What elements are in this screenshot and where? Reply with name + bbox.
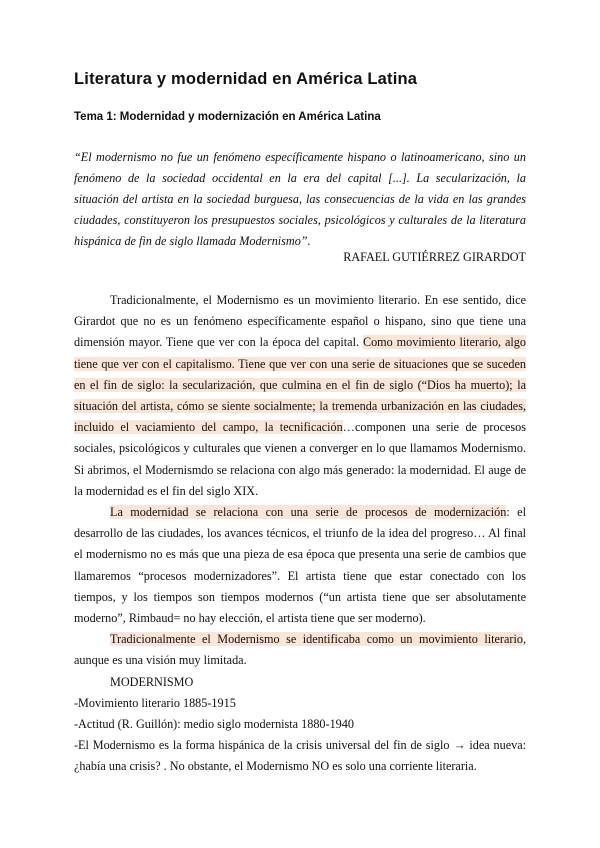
paragraph-1-start: Tradicionalmente, el Modernismo es un movimiento literario. En ese sentido, dice Girardot que no es un fenómeno específicamente español o hispano, sino que tiene una dimensión mayor. Tiene que ver con la época del capital. (74, 293, 526, 350)
paragraph-2-text: : el desarrollo de las ciudades, los avances técnicos, el triunfo de la idea del progreso… Al final el modernismo no es más que una pieza de esa época que presenta una serie de cambios que llamaremos “procesos modernizadores”. El artista tiene que estar conectado con los tiempos, y los tiempos son tiempos modernos (“un artista tiene que ser absolutamente moderno”, Rimbaud= no hay elección, el artista tiene que ser moderno). (74, 505, 526, 626)
section-heading: MODERNISMO (110, 674, 194, 689)
paragraph-2-highlight: La modernidad se relaciona con una serie de procesos de modernización (110, 505, 507, 520)
paragraph-3 (74, 629, 526, 671)
list-item: -El Modernismo es la forma hispánica de la crisis universal del fin de siglo → idea nueva: ¿había una crisis? . No obstante, el Modernismo NO es solo una corriente literaria. (74, 738, 526, 774)
paragraph-2 (74, 502, 526, 629)
quote-author: RAFAEL GUTIÉRREZ GIRARDOT (343, 250, 526, 264)
list-item: -Actitud (R. Guillón): medio siglo modernista 1880-1940 (74, 717, 354, 732)
document-body (74, 290, 526, 778)
paragraph-1-highlight: Como movimiento literario, algo tiene que ver con el capitalismo. Tiene que ver con una serie de situaciones que se suceden en el fin de siglo: la secularización, que culmina en el fin de siglo (“Dios ha muerto); la situación del artista, cómo se siente socialmente; la tremenda urbanización en las ciudades, incluido el vaciamiento del campo, la tecnificación (74, 335, 526, 435)
document-title: Literatura y modernidad en América Latina (74, 70, 418, 88)
list-item: -Movimiento literario 1885-1915 (74, 695, 236, 710)
paragraph-3-highlight: Tradicionalmente el Modernismo se identificaba como un movimiento literario (110, 632, 523, 647)
paragraph-1 (74, 290, 526, 502)
document-subtitle: Tema 1: Modernidad y modernización en América Latina (74, 111, 381, 123)
paragraph-3-text: , aunque es una visión muy limitada. (74, 632, 526, 668)
paragraph-1-end: …componen una serie de procesos sociales, psicológicos y culturales que vienen a converger en lo que llamamos Modernismo. Si abrimos, el Modernismdo se relaciona con algo más generado: la modernidad. El auge de la modernidad es el fin del siglo XIX. (74, 420, 526, 498)
epigraph-quote: “El modernismo no fue un fenómeno específicamente hispano o latinoamericano, sino un fenómeno de la sociedad occidental en la era del capital [...]. La secularización, la situación del artista en la sociedad burguesa, las consecuencias de la vida en las grandes ciudades, constituyeron los presupuestos sociales, psicológicos y culturales de la literatura hispánica de fin de siglo llamada Modernismo”. (74, 150, 526, 248)
